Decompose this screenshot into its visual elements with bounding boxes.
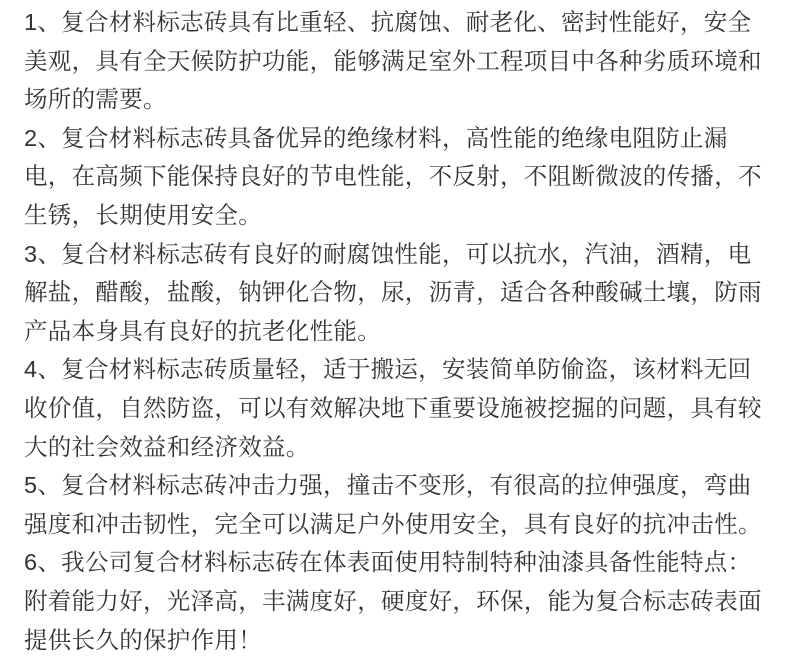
item-number: 3、 bbox=[24, 240, 62, 267]
item-text: 我公司复合材料标志砖在体表面使用特制特种油漆具备性能特点：附着能力好，光泽高，丰满度好，硬度好，环保，能为复合标志砖表面提供长久的保护作用！ bbox=[24, 549, 762, 653]
item-number: 5、 bbox=[24, 472, 62, 499]
feature-item-6 bbox=[24, 543, 771, 659]
item-number: 2、 bbox=[24, 124, 62, 151]
feature-item-3 bbox=[24, 235, 771, 351]
feature-item-4 bbox=[24, 350, 771, 466]
item-text: 复合材料标志砖具备优异的绝缘材料，高性能的绝缘电阻防止漏电，在高频下能保持良好的节电性能，不反射，不阻断微波的传播，不生锈，长期使用安全。 bbox=[24, 124, 762, 228]
item-text: 复合材料标志砖冲击力强，撞击不变形，有很高的拉伸强度，弯曲强度和冲击韧性，完全可以满足户外使用安全，具有良好的抗冲击性。 bbox=[24, 472, 762, 537]
item-text: 复合材料标志砖具有比重轻、抗腐蚀、耐老化、密封性能好，安全美观，具有全天候防护功能，能够满足室外工程项目中各种劣质环境和场所的需要。 bbox=[24, 9, 762, 113]
item-number: 6、 bbox=[24, 549, 62, 576]
item-number: 1、 bbox=[24, 9, 62, 35]
item-number: 4、 bbox=[24, 356, 62, 383]
item-text: 复合材料标志砖有良好的耐腐蚀性能，可以抗水，汽油，酒精，电解盐，醋酸，盐酸，钠钾化合物，尿，沥青，适合各种酸碱土壤，防雨产品本身具有良好的抗老化性能。 bbox=[24, 240, 762, 344]
feature-item-2 bbox=[24, 119, 771, 235]
feature-item-5 bbox=[24, 466, 771, 543]
feature-item-1 bbox=[24, 3, 771, 119]
item-text: 复合材料标志砖质量轻，适于搬运，安装简单防偷盗，该材料无回收价值，自然防盗，可以有效解决地下重要设施被挖掘的问题，具有较大的社会效益和经济效益。 bbox=[24, 356, 762, 460]
